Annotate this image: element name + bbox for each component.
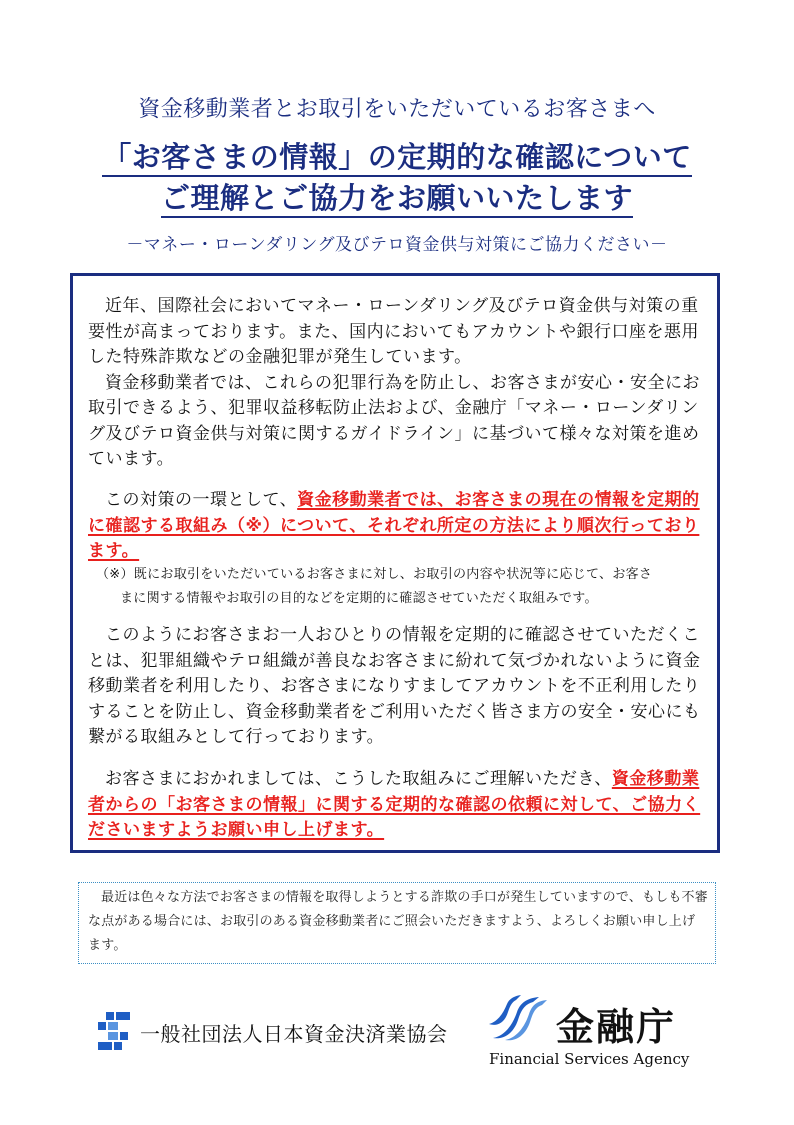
paragraph-1b: 資金移動業者では、これらの犯罪行為を防止し、お客さまが安心・安全にお取引できるよう、犯罪収益移転防止法および、金融庁「マネー・ローンダリング及びテロ資金供与対策に関するガイドライン」に基づいて様々な対策を進めています。 bbox=[88, 372, 700, 469]
paragraph-2-prefix: この対策の一環として、 bbox=[105, 490, 298, 510]
paragraph-2 bbox=[88, 488, 703, 565]
title-line-2-text: ご理解とご協力をお願いいたします bbox=[161, 181, 633, 218]
paragraph-3-text: このようにお客さまお一人おひとりの情報を定期的に確認させていただくことは、犯罪組織やテロ組織が善良なお客さまに紛れて気づかれないように資金移動業者を利用したり、お客さまになりすましてアカウントを不正利用したりすることを防止し、資金移動業者をご利用いただく皆さま方の安全・安心にも繋がる取組みとして行っております。 bbox=[88, 625, 701, 747]
paragraph-3 bbox=[88, 623, 703, 751]
fsa-name-english: Financial Services Agency bbox=[489, 1050, 690, 1068]
paragraph-2-highlight: 資金移動業者では、お客さまの現在の情報を定期的に確認する取組み（※）について、それぞれ所定の方法により順次行っております。 bbox=[88, 490, 700, 561]
paragraph-1 bbox=[88, 294, 703, 473]
subtitle: －マネー・ローンダリング及びテロ資金供与対策にご協力ください－ bbox=[126, 235, 668, 255]
header-intro: 資金移動業者とお取引をいただいているお客さまへ bbox=[138, 97, 656, 122]
paragraph-4-highlight: 資金移動業者からの「お客さまの情報」に関する定期的な確認の依頼に対して、ご協力くださいますようお願い申し上げます。 bbox=[88, 769, 701, 840]
title-line-1 bbox=[0, 135, 794, 176]
footnote-line-1: （※）既にお取引をいただいているお客さまに対し、お取引の内容や状況等に応じて、お客さ bbox=[96, 567, 653, 582]
notice-text: 最近は色々な方法でお客さまの情報を取得しようとする詐欺の手口が発生していますので、もしも不審な点がある場合には、お取引のある資金移動業者にご照会いただきますよう、よろしくお願い申し上げます。 bbox=[88, 890, 708, 953]
fsa-name-japanese: 金融庁 bbox=[556, 1005, 677, 1049]
footnote bbox=[96, 563, 701, 611]
paragraph-1a: 近年、国際社会においてマネー・ローンダリング及びテロ資金供与対策の重要性が高まっております。また、国内においてもアカウントや銀行口座を悪用した特殊詐欺などの金融犯罪が発生しています。 bbox=[88, 296, 699, 367]
paragraph-4 bbox=[88, 767, 703, 844]
association-name: 一般社団法人日本資金決済業協会 bbox=[140, 1022, 448, 1046]
paragraph-4-prefix: お客さまにおかれましては、こうした取組みにご理解いただき、 bbox=[105, 769, 612, 789]
fsa-logo-icon bbox=[487, 994, 549, 1044]
notice-text-block bbox=[88, 886, 708, 958]
title-line-2 bbox=[0, 176, 794, 217]
jpa-logo-icon bbox=[96, 1011, 132, 1051]
title-line-1-text: 「お客さまの情報」の定期的な確認について bbox=[102, 140, 691, 177]
footnote-line-2: まに関する情報やお取引の目的などを定期的に確認させていただく取組みです。 bbox=[120, 591, 598, 606]
